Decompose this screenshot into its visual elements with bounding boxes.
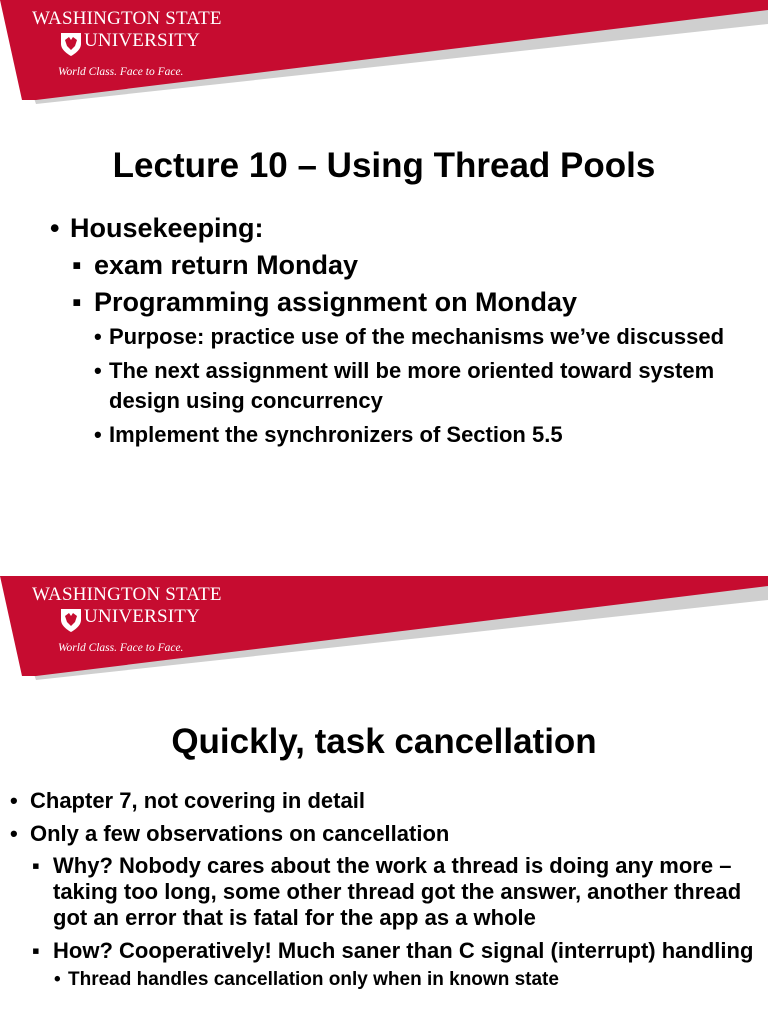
bullet-housekeeping: • Housekeeping: [50,212,750,245]
bullet-next-assignment: • The next assignment will be more oriented toward system design using concurrency [94,356,750,416]
slide-2-title: Quickly, task cancellation [171,722,597,761]
slide-1-title: Lecture 10 – Using Thread Pools [112,146,656,185]
slide-1-bullet-list [50,212,750,450]
wsu-tagline: World Class. Face to Face. [58,66,184,78]
cougar-shield-icon [58,31,84,57]
bullet-exam-return: ▪ exam return Monday [72,249,750,282]
wsu-wordmark [32,8,222,51]
bullet-observations: • Only a few observations on cancellation [10,821,758,847]
bullet-purpose: • Purpose: practice use of the mechanisms we’ve discussed [94,322,750,352]
bullet-how: ▪ How? Cooperatively! Much saner than C signal (interrupt) handling [32,938,758,964]
bullet-synchronizers: • Implement the synchronizers of Section 5.5 [94,420,750,450]
wsu-name-line2: UNIVERSITY [84,606,200,627]
wsu-name-line1: WASHINGTON STATE [32,584,222,605]
wsu-tagline: World Class. Face to Face. [58,642,184,654]
bullet-chapter-7: • Chapter 7, not covering in detail [10,788,758,814]
wsu-name-line1: WASHINGTON STATE [32,8,222,29]
slide-2 [0,576,768,1024]
wsu-wordmark [32,584,222,627]
bullet-programming-assignment: ▪ Programming assignment on Monday [72,286,750,319]
wsu-name-line2: UNIVERSITY [84,30,200,51]
bullet-why: ▪ Why? Nobody cares about the work a thread is doing any more – taking too long, some other thread got the answer, another thread got an error that is fatal for the app as a whole [32,853,758,931]
bullet-known-state: • Thread handles cancellation only when in known state [54,968,758,992]
slide-2-bullet-list [10,788,758,992]
cougar-shield-icon [58,607,84,633]
